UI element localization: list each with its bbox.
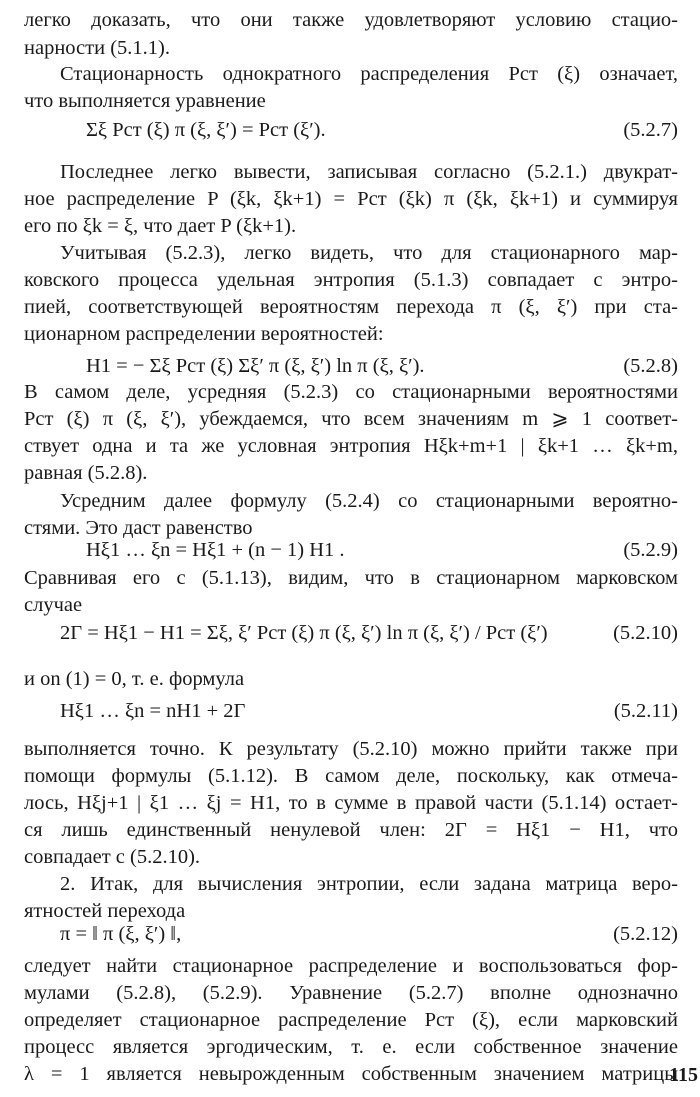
equation-number: (5.2.8) (623, 355, 678, 377)
text-line: Pст (ξ) π (ξ, ξ′), убеждаемся, что всем значениям m ⩾ 1 соответ- (24, 408, 678, 430)
text-line: лось, Hξj+1 | ξ1 … ξj = H1, то в сумме в правой части (5.1.14) остает- (24, 792, 678, 814)
text-line: совпадает с (5.2.10). (24, 846, 201, 868)
text-line: Учитывая (5.2.3), легко видеть, что для стационарного мар- (60, 242, 678, 264)
text-line: ся лишь единственный ненулевой член: 2Γ = Hξ1 − H1, что (24, 819, 678, 841)
text-line: пией, соответствующей вероятностям перехода π (ξ, ξ′) при ста- (24, 296, 678, 318)
equation-expression: H1 = − Σξ Pст (ξ) Σξ′ π (ξ, ξ′) ln π (ξ, ξ′). (86, 355, 425, 377)
text-line: ционарном распределении вероятностей: (24, 323, 384, 345)
equation-number: (5.2.9) (623, 539, 678, 561)
equation-number: (5.2.10) (613, 622, 678, 644)
text-line: ятностей перехода (24, 900, 186, 922)
equation-expression: Σξ Pст (ξ) π (ξ, ξ′) = Pст (ξ′). (86, 119, 326, 141)
equation-number: (5.2.7) (623, 119, 678, 141)
text-line: процесс является эргодическим, т. е. если собственное значение (24, 1036, 678, 1058)
equation-number: (5.2.11) (613, 700, 678, 722)
text-line: 2. Итак, для вычисления энтропии, если задана матрица веро- (60, 873, 678, 895)
text-line: ковского процесса удельная энтропия (5.1.3) совпадает с энтро- (24, 269, 678, 291)
equation-expression: 2Γ = Hξ1 − H1 = Σξ, ξ′ Pст (ξ) π (ξ, ξ′) ln π (ξ, ξ′) / Pст (ξ′) (60, 622, 548, 644)
equation-expression: Hξ1 … ξn = Hξ1 + (n − 1) H1 . (86, 539, 345, 561)
text-line: Стационарность однократного распределения Pст (ξ) означает, (60, 63, 678, 85)
text-line: λ = 1 является невырожденным собственным значением матрицы (24, 1063, 678, 1085)
equation-5-2-10 (24, 613, 678, 653)
equation-5-2-12 (24, 914, 678, 954)
text-line: нарности (5.1.1). (24, 37, 170, 59)
text-line: ное распределение P (ξk, ξk+1) = Pст (ξk) π (ξk, ξk+1) и суммируя (24, 188, 678, 210)
text-line: Усредним далее формулу (5.2.4) со стационарными вероятно- (60, 490, 678, 512)
text-line: В самом деле, усредняя (5.2.3) со стационарными вероятностями (24, 381, 678, 403)
text-line: стями. Это даст равенство (24, 517, 253, 539)
text-line: Последнее легко вывести, записывая согласно (5.2.1.) двукрат- (60, 161, 678, 183)
text-line: мулами (5.2.8), (5.2.9). Уравнение (5.2.7) вполне однозначно (24, 982, 678, 1004)
text-line: Сравнивая его с (5.1.13), видим, что в стационарном марковском (24, 567, 678, 589)
equation-5-2-11 (24, 691, 678, 731)
text-line: следует найти стационарное распределение и воспользоваться фор- (24, 955, 678, 977)
text-line: ствует одна и та же условная энтропия Hξk+m+1 | ξk+1 … ξk+m, (24, 435, 678, 457)
equation-expression: Hξ1 … ξn = nH1 + 2Γ (60, 700, 246, 722)
text-line: случае (24, 594, 83, 616)
text-line: и on (1) = 0, т. е. формула (24, 668, 245, 690)
page-number: 115 (669, 1064, 698, 1086)
book-page (24, 0, 678, 1097)
equation-expression: π = ‖ π (ξ, ξ′) ‖, (60, 923, 182, 945)
text-line: определяет стационарное распределение Pст (ξ), если марковский (24, 1009, 678, 1031)
text-line: что выполняется уравнение (24, 90, 266, 112)
equation-5-2-7 (24, 110, 678, 150)
text-line: выполняется точно. К результату (5.2.10) можно прийти также при (24, 738, 678, 760)
text-line: равная (5.2.8). (24, 462, 148, 484)
text-line: помощи формулы (5.1.12). В самом деле, поскольку, как отмеча- (24, 765, 678, 787)
text-line: легко доказать, что они также удовлетворяют условию стацио- (24, 9, 678, 31)
text-line: его по ξk = ξ, что дает P (ξk+1). (24, 215, 297, 237)
equation-number: (5.2.12) (613, 923, 678, 945)
